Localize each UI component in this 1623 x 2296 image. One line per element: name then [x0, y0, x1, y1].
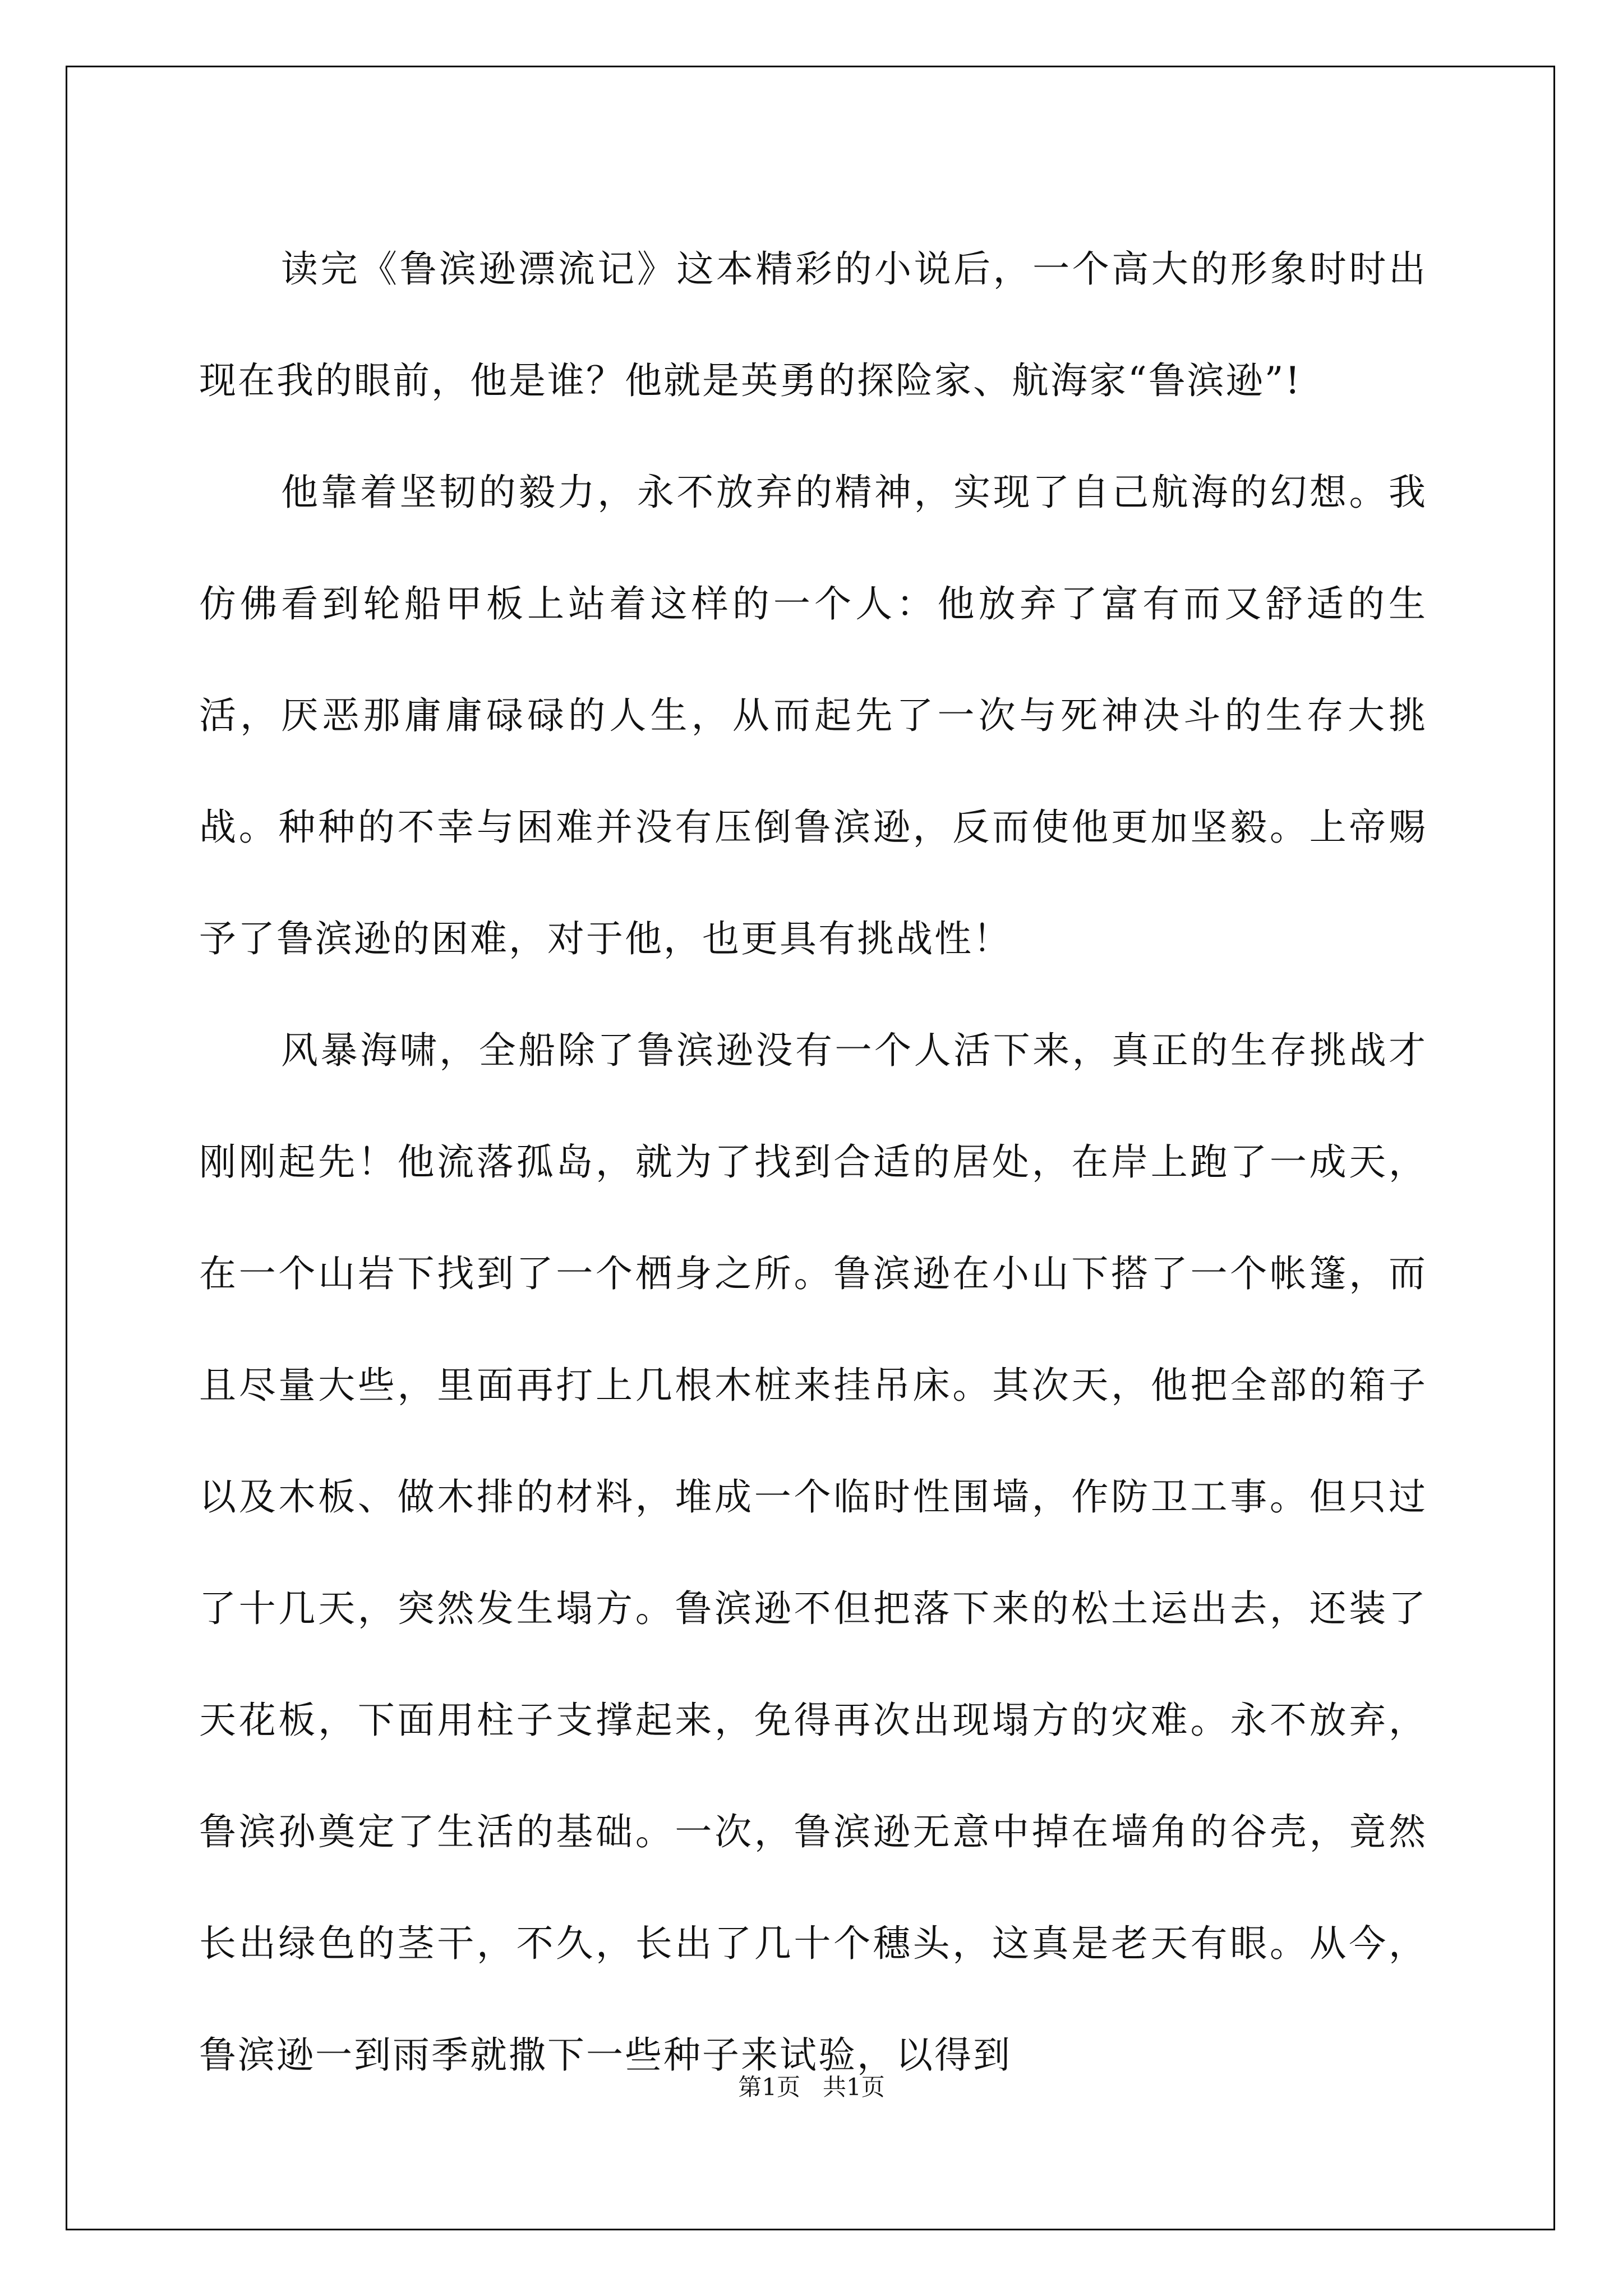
paragraph-2: 他靠着坚韧的毅力，永不放弃的精神，实现了自己航海的幻想。我仿佛看到轮船甲板上站着这样的一个人：他放弃了富有而又舒适的生活，厌恶那庸庸碌碌的人生，从而起先了一次与死神决斗的生存大挑战。种种的不幸与困难并没有压倒鲁滨逊，反而使他更加坚毅。上帝赐予了鲁滨逊的困难，对于他，也更具有挑战性！ — [199, 471, 1427, 960]
paragraph-3: 风暴海啸，全船除了鲁滨逊没有一个人活下来，真正的生存挑战才刚刚起先！他流落孤岛，就为了找到合适的居处，在岸上跑了一成天，在一个山岩下找到了一个栖身之所。鲁滨逊在小山下搭了一个帐篷，而且尽量大些，里面再打上几根木桩来挂吊床。其次天，他把全部的箱子以及木板、做木排的材料，堆成一个临时性围墙，作防卫工事。但只过了十几天，突然发生塌方。鲁滨逊不但把落下来的松土运出去，还装了天花板，下面用柱子支撑起来，免得再次出现塌方的灾难。永不放弃，鲁滨孙奠定了生活的基础。一次，鲁滨逊无意中掉在墙角的谷壳，竟然长出绿色的茎干，不久，长出了几十个穗头，这真是老天有眼。从今，鲁滨逊一到雨季就撒下一些种子来试验，以得到 — [199, 1029, 1427, 2077]
page-footer — [0, 2069, 1623, 2102]
paragraph-1: 读完《鲁滨逊漂流记》这本精彩的小说后，一个高大的形象时时出现在我的眼前，他是谁？他就是英勇的探险家、航海家“鲁滨逊”! — [199, 247, 1427, 402]
page-number: 第1页 — [738, 2073, 800, 2101]
document-body — [199, 213, 1427, 2111]
page-total: 共1页 — [823, 2073, 885, 2101]
